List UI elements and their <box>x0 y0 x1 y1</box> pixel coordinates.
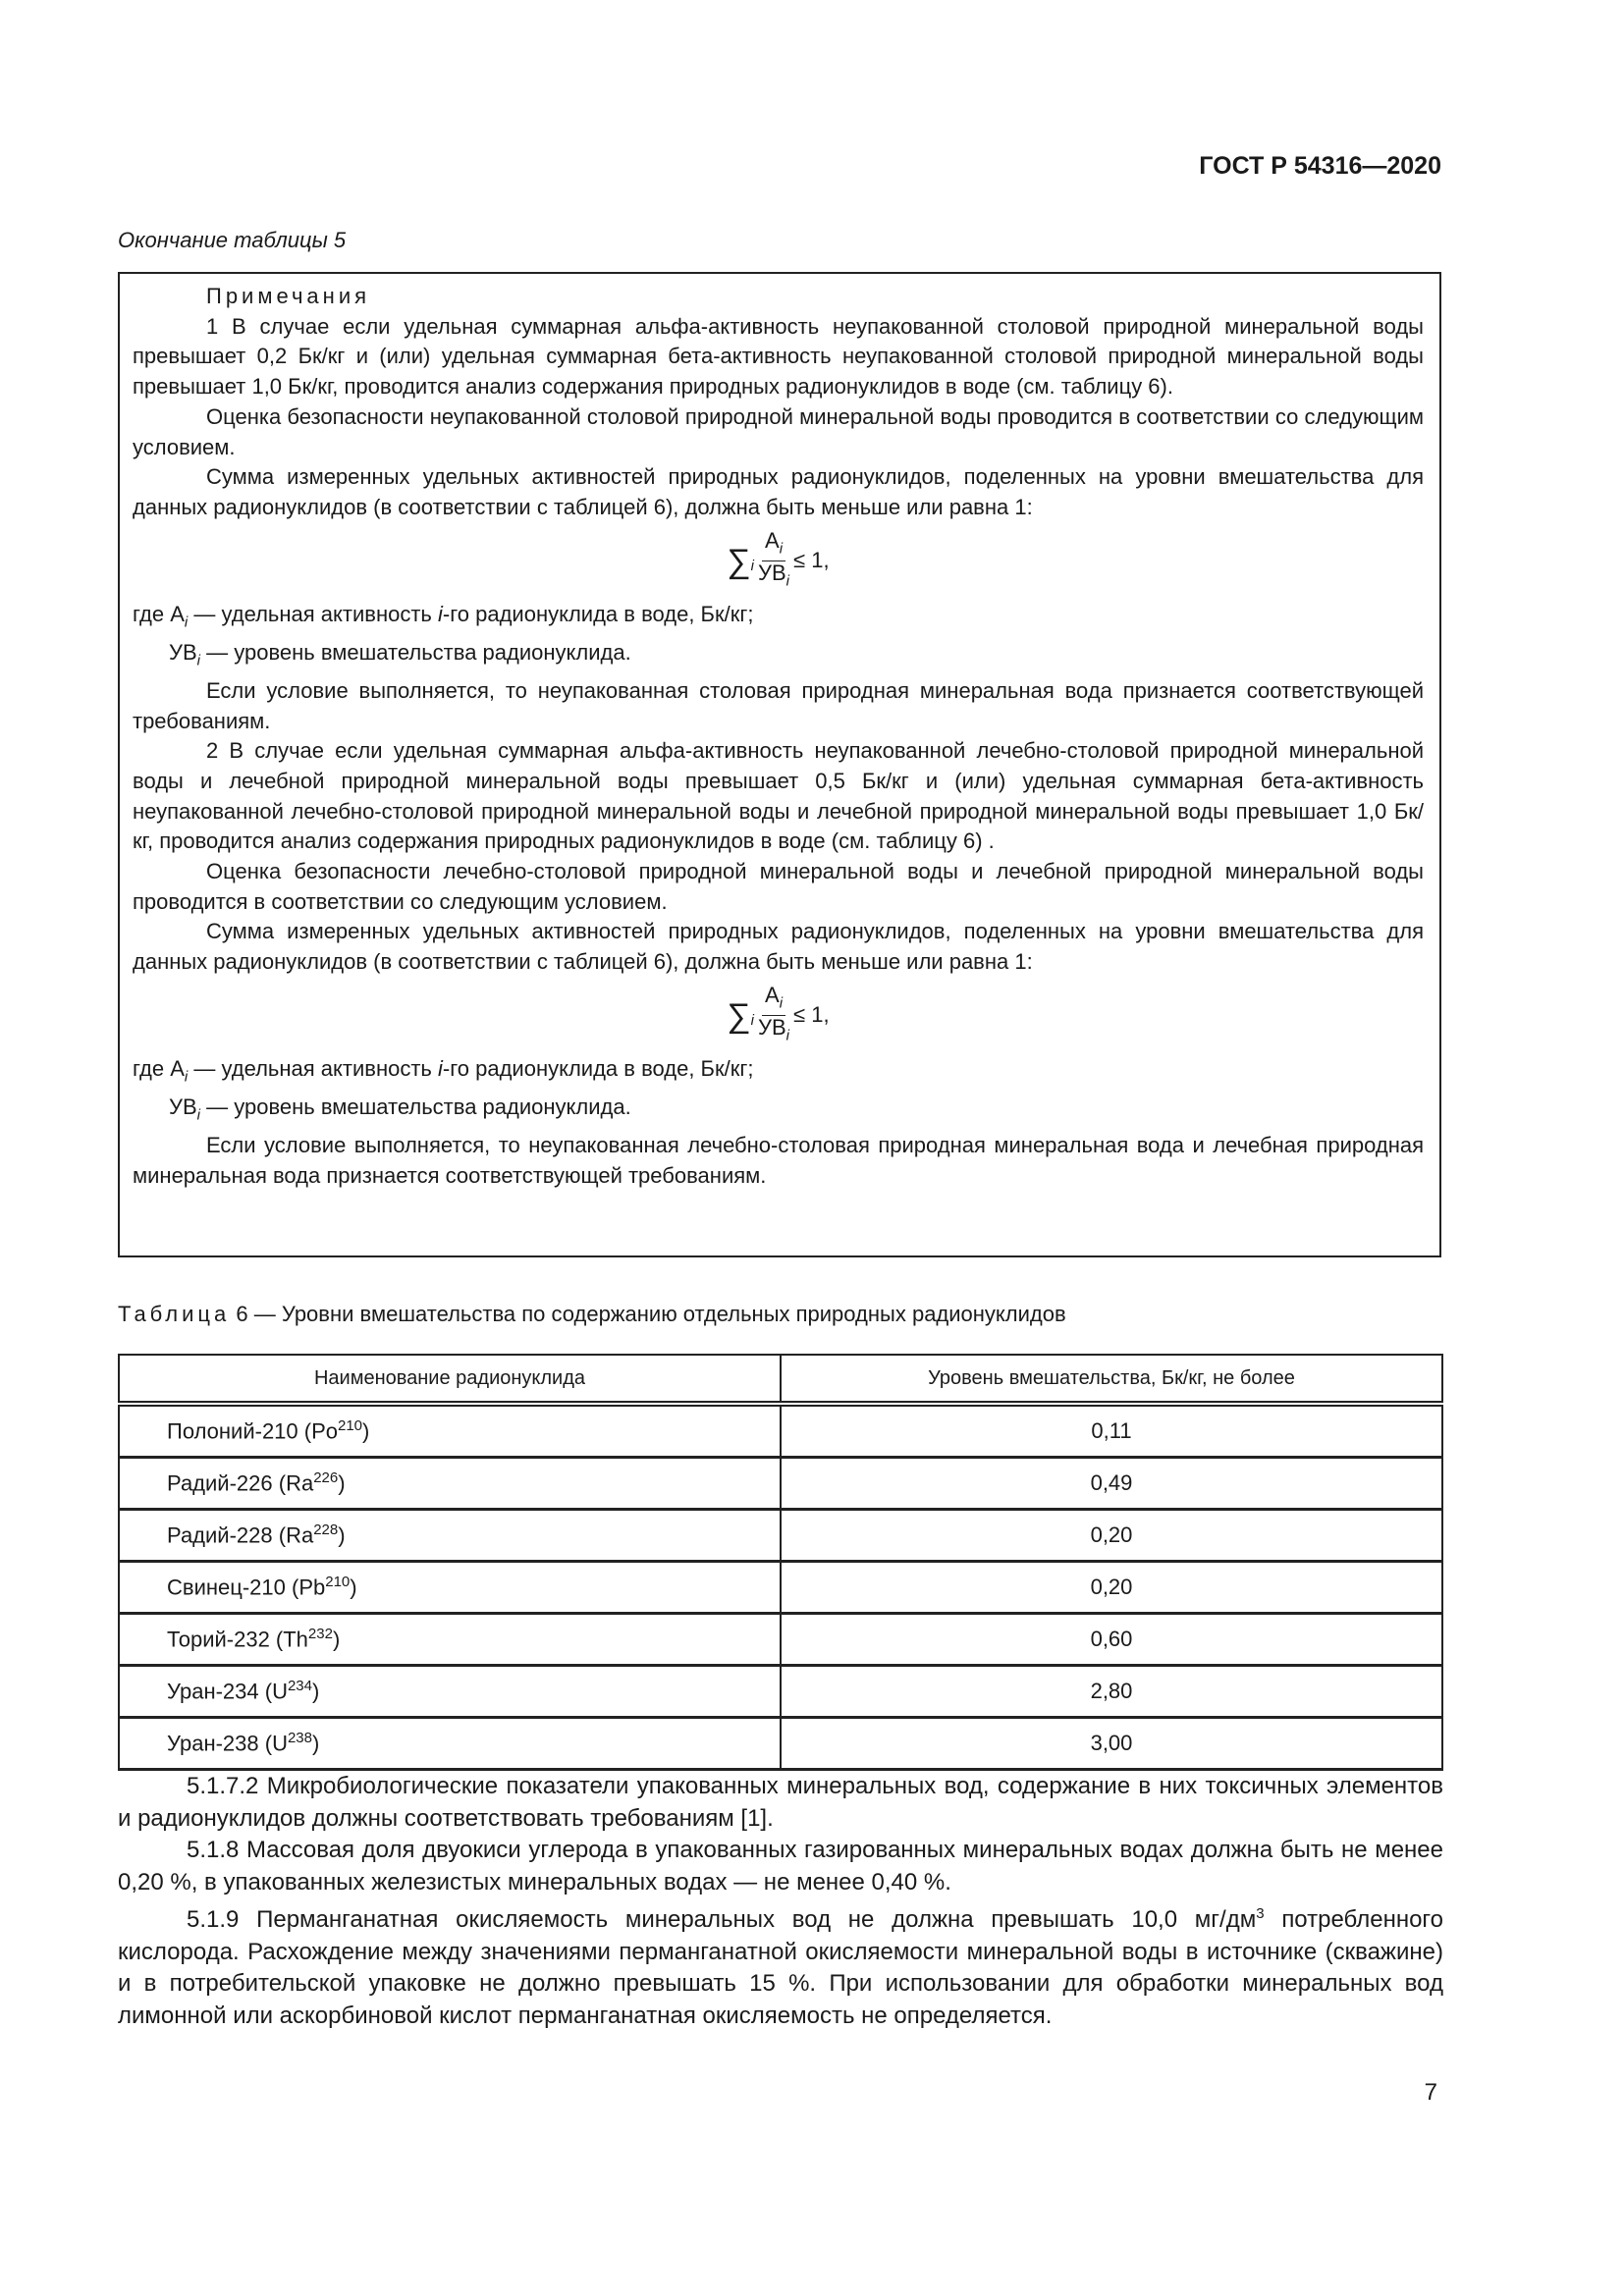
radionuclide-name: Свинец-210 (Pb$^{210}$) <box>119 1562 781 1614</box>
paragraph-5-1-7-2: 5.1.7.2 Микробиологические показатели упакованных минеральных вод, содержание в них токсичных элементов и радионуклидов должны соответствовать требованиям [1]. <box>118 1773 1443 1832</box>
column-header: Уровень вмешательства, Бк/кг, не более <box>781 1355 1442 1404</box>
table-row <box>119 1510 1442 1562</box>
note-paragraph: 2 В случае если удельная суммарная альфа-активность неупакованной лечебно-столовой природной минеральной воды и лечебной природной минеральной воды превышает 0,5 Бк/кг и (или) удельная суммарная бета-активность неупакованной лечебно-столовой природной минеральной воды и лечебной природной минеральной воды превышает 1,0 Бк/кг, проводится анализ содержания природных радионуклидов в воде (см. таблицу 6) . <box>133 738 1424 854</box>
radionuclide-name: Полоний-210 (Po$^{210}$) <box>119 1404 781 1458</box>
radionuclide-name: Торий-232 (Th$^{232}$) <box>119 1614 781 1666</box>
note-paragraph: Сумма измеренных удельных активностей природных радионуклидов, поделенных на уровни вмешательства для данных радионуклидов (в соответствии с таблицей 6), должна быть меньше или равна 1: <box>133 464 1424 519</box>
table-row <box>119 1614 1442 1666</box>
formula: ∑ $_i$ $\frac{A_i}{УВ_i}$ ≤ 1, <box>727 527 830 590</box>
table-row <box>119 1666 1442 1718</box>
intervention-level: 0,11 <box>781 1404 1442 1458</box>
radionuclide-table <box>118 1354 1443 1771</box>
table-row <box>119 1404 1442 1458</box>
radionuclide-name: Радий-226 (Ra$^{226}$) <box>119 1458 781 1510</box>
table-row <box>119 1718 1442 1770</box>
where-line: $УВ_i$ — уровень вмешательства радионуклида. <box>169 639 631 669</box>
table-caption: Таблица 6 — Уровни вмешательства по содержанию отдельных природных радионуклидов <box>118 1302 1066 1326</box>
intervention-level: 0,60 <box>781 1614 1442 1666</box>
radionuclide-name: Уран-238 $(U^{238})$ <box>119 1718 781 1770</box>
standard-designation: ГОСТ Р 54316—2020 <box>1199 152 1441 180</box>
notes-box <box>118 272 1441 1257</box>
paragraph-5-1-8: 5.1.8 Массовая доля двуокиси углерода в упакованных газированных минеральных водах должна быть не менее 0,20 %, в упакованных железистых минеральных водах — не менее 0,40 %. <box>118 1837 1443 1896</box>
note-paragraph: Если условие выполняется, то неупакованная столовая природная минеральная вода признается соответствующей требованиям. <box>133 677 1424 733</box>
intervention-level: 2,80 <box>781 1666 1442 1718</box>
note-paragraph: Оценка безопасности неупакованной столовой природной минеральной воды проводится в соответствии со следующим условием. <box>133 403 1424 459</box>
where-line: где $A_i$ — удельная активность i-го радионуклида в воде, Бк/кг; <box>133 1055 754 1086</box>
body-text <box>118 1771 1443 2032</box>
column-header: Наименование радионуклида <box>119 1355 781 1404</box>
intervention-level: 0,20 <box>781 1510 1442 1562</box>
paragraph-5-1-9: 5.1.9 Перманганатная окисляемость минеральных вод не должна превышать 10,0 $мг/дм^3$ потребленного кислорода. Расхождение между значениями перманганатной окисляемости минеральной воды в источнике (скважине) и в потребительской упаковке не должно превышать 15 %. При использовании для обработки минеральных вод лимонной или аскорбиновой кислот перманганатная окисляемость не определяется. <box>118 1905 1443 2029</box>
note-paragraph: Оценка безопасности лечебно-столовой природной минеральной воды и лечебной природной минеральной воды проводится в соответствии со следующим условием. <box>133 859 1424 914</box>
where-line: где $A_i$ — удельная активность i-го радионуклида в воде, Бк/кг; <box>133 601 754 631</box>
intervention-level: 0,20 <box>781 1562 1442 1614</box>
table-row <box>119 1562 1442 1614</box>
radionuclide-name: Радий-228 (Ra$^{228}$) <box>119 1510 781 1562</box>
note-paragraph: 1 В случае если удельная суммарная альфа-активность неупакованной столовой природной минеральной воды превышает 0,2 Бк/кг и (или) удельная суммарная бета-активность неупакованной столовой природной минеральной воды превышает 1,0 Бк/кг, проводится анализ содержания природных радионуклидов в воде (см. таблицу 6). <box>133 313 1424 400</box>
formula: ∑ $_i$ $\frac{A_i}{УВ_i}$ ≤ 1, <box>727 982 830 1044</box>
note-paragraph: Сумма измеренных удельных активностей природных радионуклидов, поделенных на уровни вмешательства для данных радионуклидов (в соответствии с таблицей 6), должна быть меньше или равна 1: <box>133 919 1424 975</box>
note-paragraph: Если условие выполняется, то неупакованная лечебно-столовая природная минеральная вода и лечебная природная минеральная вода признается соответствующей требованиям. <box>133 1133 1424 1188</box>
table-row <box>119 1458 1442 1510</box>
where-line: $УВ_i$ — уровень вмешательства радионуклида. <box>169 1094 631 1124</box>
intervention-level: 3,00 <box>781 1718 1442 1770</box>
notes-title: Примечания <box>206 284 371 308</box>
page-number: 7 <box>1424 2079 1437 2106</box>
intervention-level: 0,49 <box>781 1458 1442 1510</box>
radionuclide-name: Уран-234 $(U^{234})$ <box>119 1666 781 1718</box>
table-continuation-label: Окончание таблицы 5 <box>118 228 347 252</box>
